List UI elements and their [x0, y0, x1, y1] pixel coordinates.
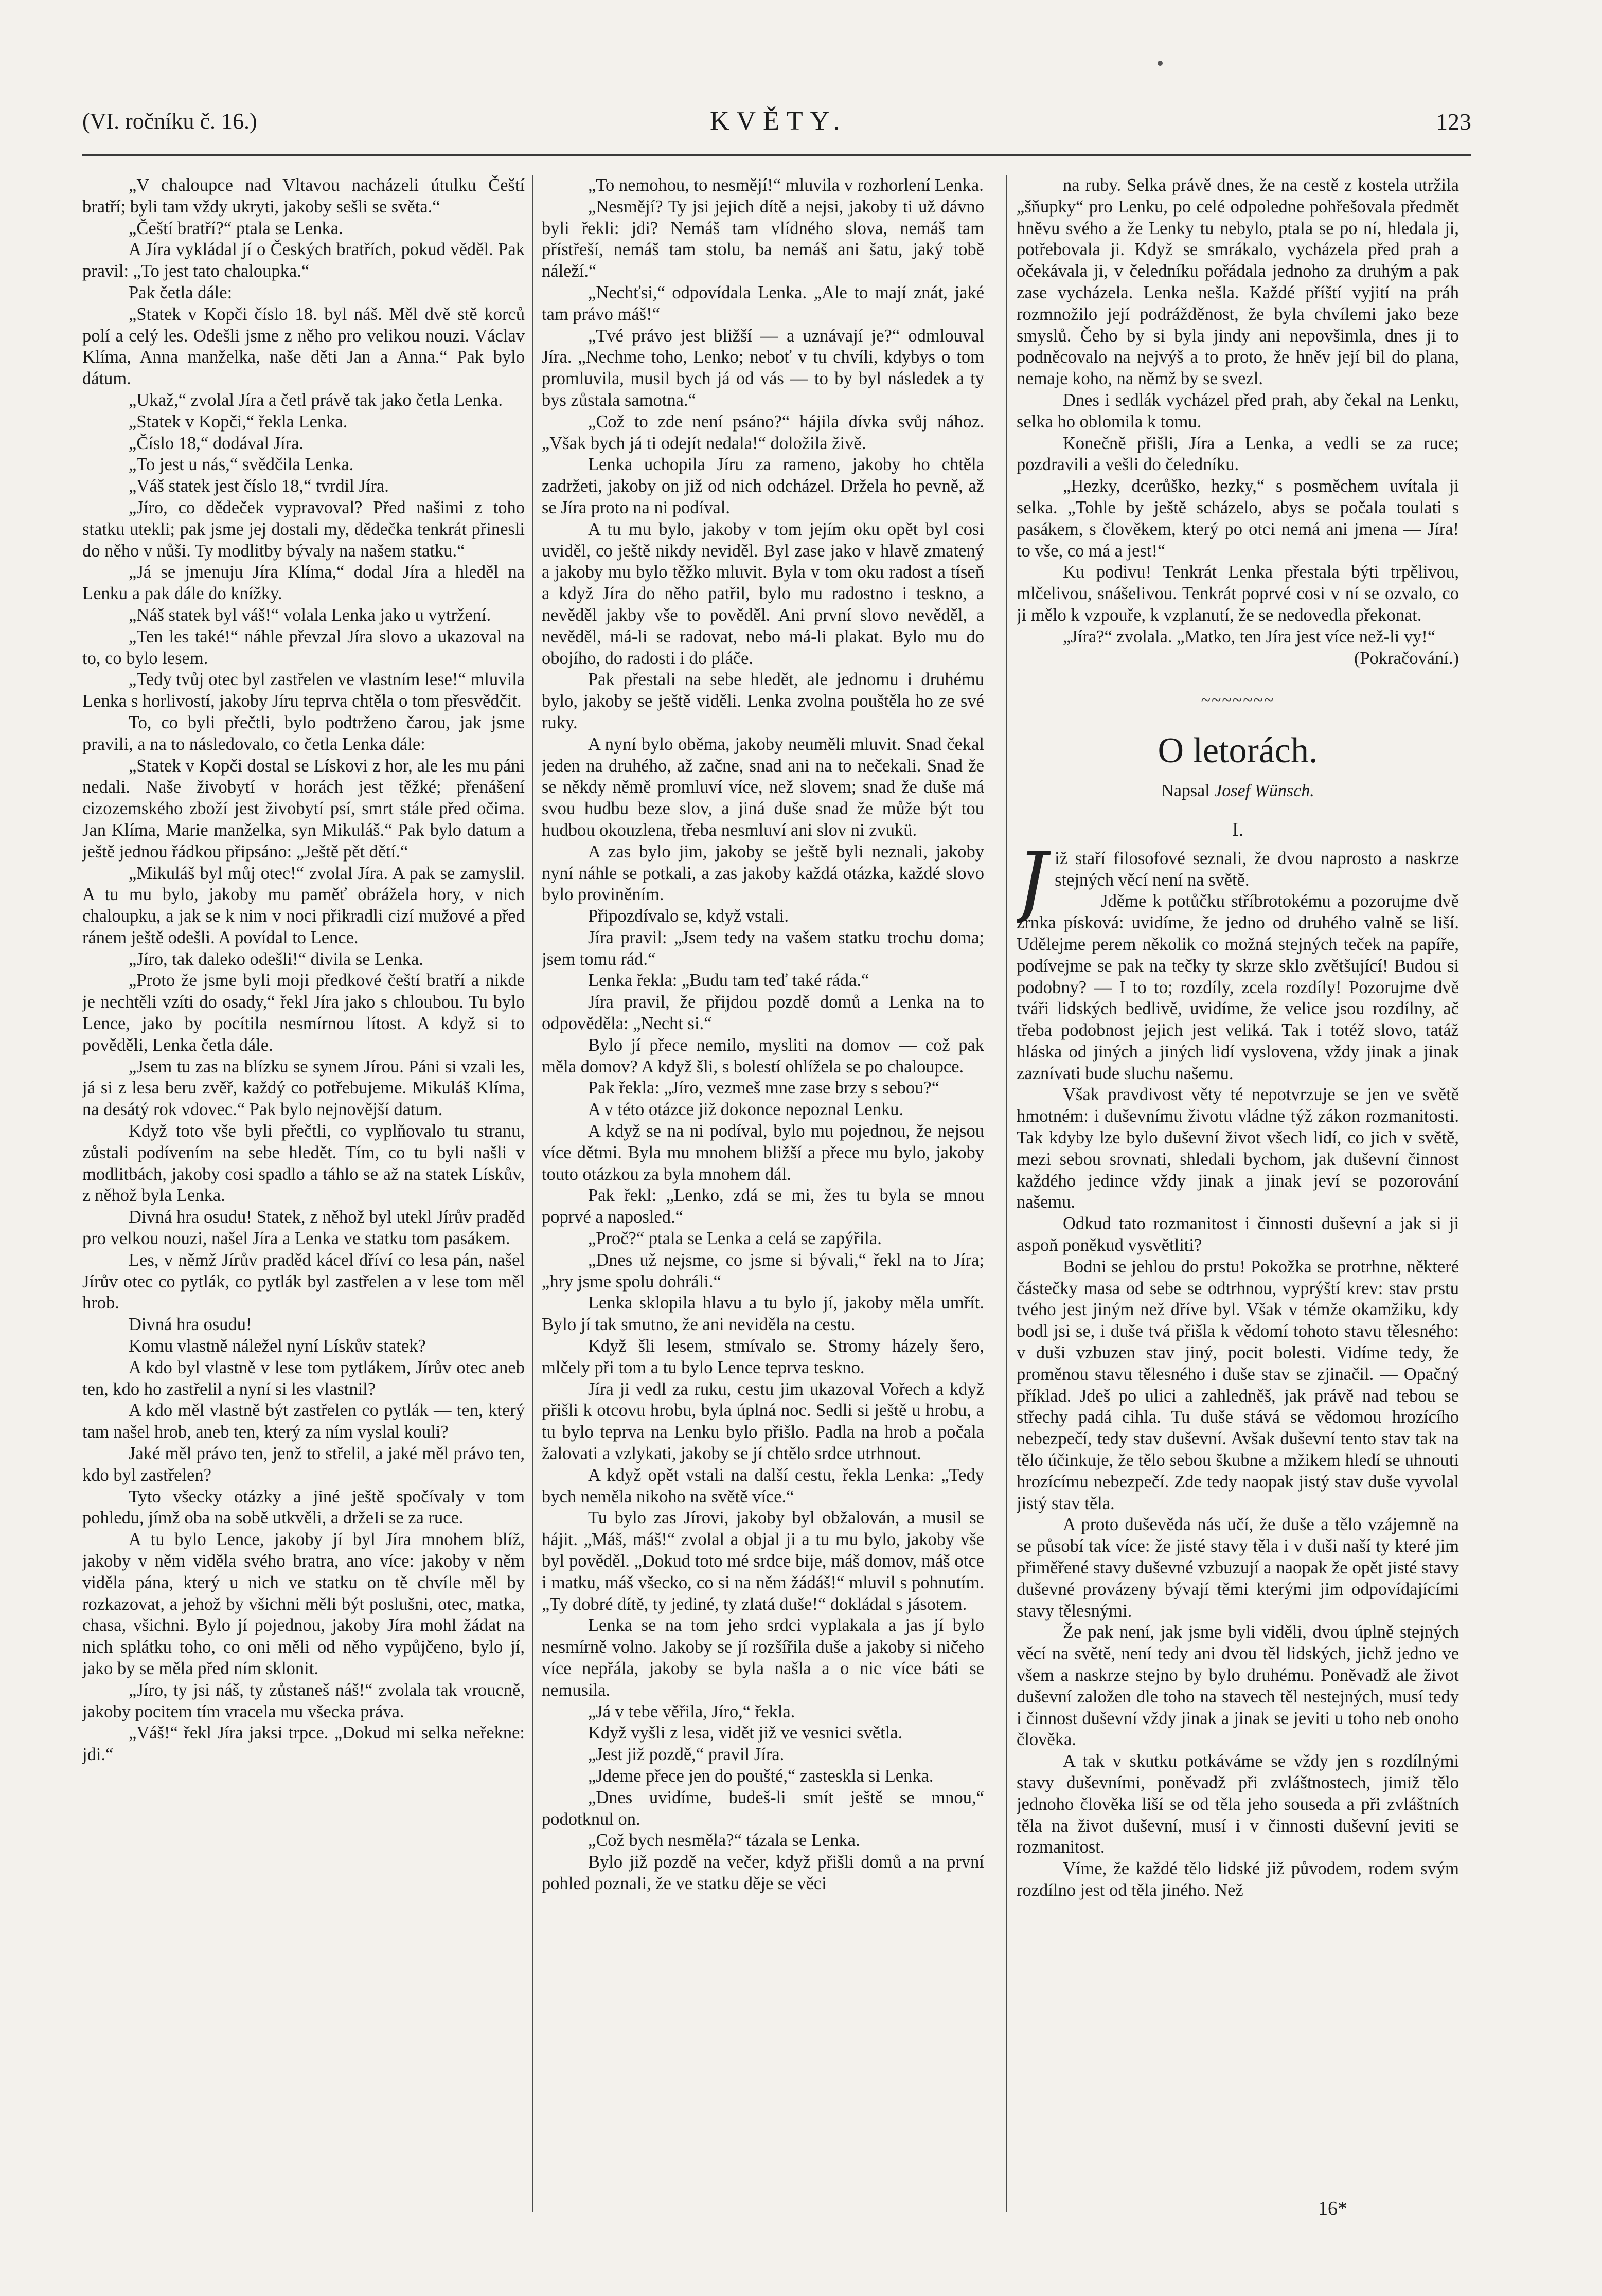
paragraph: „Nechťsi,“ odpovídala Lenka. „Ale to mají znát, jaké tam právo máš!“: [542, 282, 984, 324]
paragraph: „Dnes už nejsme, co jsme si bývali,“ řekl na to Jíra; „hry jsme spolu dohráli.“: [542, 1250, 984, 1292]
paragraph: „Číslo 18,“ dodával Jíra.: [129, 433, 304, 453]
paragraph: „Já v tebe věřila, Jíro,“ řekla.: [588, 1701, 795, 1721]
paragraph: „Jdeme přece jen do poušté,“ zasteskla si Lenka.: [588, 1766, 934, 1786]
column-2: [542, 175, 984, 2222]
paragraph: Lenka uchopila Jíru za rameno, jakoby ho chtěla zadržeti, jakoby on již od nich odcházel. Držela ho pevně, až se Jíra proto na ni podíval.: [542, 455, 984, 517]
paragraph: Konečně přišli, Jíra a Lenka, a vedli se za ruce; pozdravili a vešli do čeledníku.: [1017, 433, 1459, 475]
paragraph: A zas bylo jim, jakoby se ještě byli neznali, jakoby nyní náhle se potkali, a zas jakoby každá otázka, každé slovo bylo proviněním.: [542, 841, 984, 905]
paragraph: Divná hra osudu! Statek, z něhož byl utekl Jírův praděd pro velkou nouzi, našel Jíra a Lenka ve statku tom pasákem.: [82, 1207, 525, 1249]
drop-cap: J: [1017, 836, 1048, 926]
paragraph: Les, v němž Jírův praděd kácel dříví co lesa pán, našel Jírův otec co pytlák, co pytlák byl zastřelen a v lese tom měl hrob.: [82, 1250, 525, 1313]
paragraph: A když opět vstali na další cestu, řekla Lenka: „Tedy bych neměla nikoho na světě více.“: [542, 1465, 984, 1506]
header-rule: [82, 154, 1471, 156]
print-speck: [1158, 61, 1163, 66]
article-paragraph: [1017, 836, 1459, 926]
paragraph: A tu mu bylo, jakoby v tom jejím oku opět byl cosi uviděl, co ještě nikdy neviděl. Byl zase jako v hlavě zmatený a jakoby mu bylo těžko mluvit. Byla v tom oku radost a tíseň a když Jíra do něho patřil, bylo mu radostno i teskno, a nevěděl jakby vše to pověděl. Ani první slovo nevěděl, a nevěděl, má-li se radovat, nebo má-li plakat. Bylo mu do obojího, do radosti i do pláče.: [542, 519, 984, 668]
paragraph: „Jíro, tak daleko odešli!“ divila se Lenka.: [129, 949, 423, 969]
paragraph: „Statek v Kopči,“ řekla Lenka.: [129, 411, 348, 432]
paragraph: Jíra pravil, že přijdou pozdě domů a Lenka na to odpověděla: „Necht si.“: [542, 992, 984, 1034]
paragraph: „Statek v Kopči číslo 18. byl náš. Měl dvě stě korců polí a celý les. Odešli jsme z něho pro velikou nouzi. Václav Klíma, Anna manželka, naše děti Jan a Anna.“ Pak bylo dátum.: [82, 304, 525, 389]
paragraph: „Ukaž,“ zvolal Jíra a četl právě tak jako četla Lenka.: [129, 390, 503, 410]
paragraph: A kdo měl vlastně být zastřelen co pytlák — ten, který tam našel hrob, aneb ten, který za ním vyslal kouli?: [82, 1401, 525, 1442]
paragraph: Jaké měl právo ten, jenž to střelil, a jaké měl právo ten, kdo byl zastřelen?: [82, 1444, 525, 1485]
author-name: Josef Wünsch.: [1214, 781, 1314, 801]
article-paragraph: Však pravdivost věty té nepotvrzuje se jen ve světě hmotném: i duševnímu životu vládne týž zákon rozmanitosti. Tak kdyby lze bylo duševní život všech lidí, co jich v světě, mezi sebou srovnati, shledali bychom, jak duševní činnost každého jedince vždy jinak a jinak jeví se pozorování našemu.: [1017, 1085, 1459, 1212]
article-paragraph: Jděme k potůčku stříbrotokému a pozorujme dvě zrnka písková: uvidíme, že jedno od druhého valně se liší. Udělejme perem několik co možná stejných teček na papíře, podívejme se pak na tečky ty skrze sklo zvětšující! Budou si podobny? — I to to; rozdíly, zcela rozdíly! Pozorujme dvě tváři lidských bedlivě, uvidíme, že velice jsou rozdílny, ač třeba podobnost jejich jest veliká. Tak i totéž slovo, tatáž hláska od jiných a jiných lidí vyslovena, vždy jinak a jinak zaznívati bude sluchu našemu.: [1017, 891, 1459, 1083]
paragraph: Komu vlastně náležel nyní Lískův statek?: [129, 1336, 426, 1356]
paragraph: „Jíra?“ zvolala. „Matko, ten Jíra jest více než-li vy!“: [1063, 626, 1436, 647]
issue-label: (VI. ročníku č. 16.): [82, 109, 257, 134]
paragraph: A nyní bylo oběma, jakoby neuměli mluvit. Snad čekal jeden na druhého, až začne, snad ani na to nečekali. Snad že se někdy němě promluví více, než slovem; snad že duše má svou hudbu beze slov, a jiná duše snad že může být tou hudbou okouzlena, třeba nesmluví ani slov ni zvukü.: [542, 734, 984, 840]
paragraph: „Tedy tvůj otec byl zastřelen ve vlastním lese!“ mluvila Lenka s horlivostí, jakoby Jíru teprva chtěla o tom přesvědčit.: [82, 670, 525, 711]
paragraph: Lenka řekla: „Budu tam teď také ráda.“: [588, 971, 869, 991]
column-divider-2: [1006, 175, 1007, 2212]
section-number: I.: [1232, 818, 1244, 840]
paragraph: Pak přestali na sebe hledět, ale jednomu i druhému bylo, jakoby se ještě viděli. Lenka zvolna pouštěla ho ze své ruky.: [542, 670, 984, 732]
paragraph: A tu bylo Lence, jakoby jí byl Jíra mnohem blíž, jakoby v něm viděla svého bratra, ano více: jakoby v něm viděla pána, který u nich ve statku on tě chvíle měl by rozkazovat, a jehož by všichni měli být poslušni, otec, matka, chasa, všichni. Bylo jí pojednou, jakoby Jíra mohl žádat na nich splátku toho, co oni měli od něho vypůjčeno, bylo jí, jako by se měla před ním sklonit.: [82, 1530, 525, 1678]
paragraph: A když se na ni podíval, bylo mu pojednou, že nejsou více dětmi. Byla mu mnohem bližší a přece mu bylo, jakoby touto otázkou za byla mnohem dál.: [542, 1121, 984, 1184]
paragraph: „Jsem tu zas na blízku se synem Jírou. Páni si vzali les, já si z lesa beru zvěř, každý co potřebujeme. Mikuláš Klíma, na desátý rok vdovec.“ Pak bylo nejnovější datum.: [82, 1056, 525, 1120]
paragraph: „Což bych nesměla?“ tázala se Lenka.: [588, 1831, 860, 1851]
paragraph: „Jíro, ty jsi náš, ty zůstaneš náš!“ zvolala tak vroucně, jakoby pocitem tím vracela mu všecka práva.: [82, 1680, 525, 1721]
paragraph: Ku podivu! Tenkrát Lenka přestala býti trpělivou, mlčelivou, snášelivou. Tenkrát poprvé cosi v ní se ozvalo, co ji mělo k vzpouře, k vzplanutí, že se nedovedla překonat.: [1017, 562, 1459, 625]
paragraph: „Nesmějí? Ty jsi jejich dítě a nejsi, jakoby ti už dávno byli řekli: jdi? Nemáš tam vlídného slova, nemáš tam přístřeší, nemáš tam stolu, ba nemáš ani šatu, jaký tobě náleží.“: [542, 196, 984, 281]
paragraph: „Mikuláš byl můj otec!“ zvolal Jíra. A pak se zamyslil. A tu mu bylo, jakoby mu paměť obrážela hory, v nich chaloupku, a jak se k nim v noci přikradli cizí mužové a před ránem ještě odešli. A povídal to Lence.: [82, 863, 525, 947]
article-paragraph: A proto duševěda nás učí, že duše a tělo vzájemně na se působí tak více: že jisté stavy těla i v duši naší ty které jim přiměřené stavy duševné vzbuzují a naopak že opět jisté stavy duševné provázeny bývají těmi kterými jim odpovídajícími stavy tělesnými.: [1017, 1515, 1459, 1621]
paragraph: Pak řekla: „Jíro, vezmeš mne zase brzy s sebou?“: [588, 1078, 940, 1098]
paragraph: „Dnes uvidíme, budeš-li smít ještě se mnou,“ podotknul on.: [542, 1787, 984, 1829]
article-title: O letorách.: [1158, 731, 1318, 771]
paragraph: „Hezky, dcerůško, hezky,“ s posměchem uvítala ji selka. „Tohle by ještě scházelo, abys se počala toulati s pasákem, s člověkem, který po otci nemá ani jmena — Jíra! to vše, co má a jest!“: [1017, 476, 1459, 561]
paragraph: „Já se jmenuju Jíra Klíma,“ dodal Jíra a hleděl na Lenku a pak dále do knížky.: [82, 562, 525, 604]
paragraph: „Jest již pozdě,“ pravil Jíra.: [588, 1745, 785, 1765]
paragraph: „To jest u nás,“ svědčila Lenka.: [129, 455, 354, 475]
paragraph: To, co byli přečtli, bylo podtrženo čarou, jak jsme pravili, a na to následovalo, co četla Lenka dále:: [82, 712, 525, 754]
paragraph: „Tvé právo jest bližší — a uznávají je?“ odmlouval Jíra. „Nechme toho, Lenko; neboť v tu chvíli, kdybys o tom promluvila, musil bych já od vás — to by byl následek a ty bys zůstala samotna.“: [542, 326, 984, 410]
continued-note: (Pokračování.): [1354, 648, 1459, 668]
paragraph: Lenka se na tom jeho srdci vyplakala a jas jí bylo nesmírně volno. Jakoby se jí rozšířila duše a jakoby si ničeho více nepřála, jakoby se byla našla a o nic více báti se nemusila.: [542, 1616, 984, 1700]
paragraph: na ruby. Selka právě dnes, že na cestě z kostela utržila „šňupky“ pro Lenku, po celé odpoledne pohřešovala předmět hněvu svého a že Lenky tu nebylo, ptala se po ní, hledala ji, potřebovala ji. Když se smrákalo, vycházela před prah a očekávala ji, v čeledníku pořádala jednoho za druhým a pak zase vycházela. Lenka nešla. Každé příští vyjití na práh rozmnožilo její podrážděnost, že byla chvílemi jako beze smyslů. Čeho by si byla jindy ani nepovšimla, dnes ji to podněcovalo na nejvýš a to proto, že hněv její bil do plana, nemaje koho, na němž by se svezl.: [1017, 175, 1459, 389]
article-paragraph: A tak v skutku potkáváme se vždy jen s rozdílnými stavy duševními, poněvadž při zvláštnostech, jimiž tělo jednoho člověka liší se od těla jeho souseda a při zvláštních těla na život duševní, musí i v činnosti duševní jeviti se rozmanitost.: [1017, 1751, 1459, 1857]
column-3: [1017, 175, 1459, 2222]
paragraph: „Což to zde není psáno?“ hájila dívka svůj nához. „Však bych já ti odejít nedala!“ doložila živě.: [542, 411, 984, 453]
paragraph: „Váš!“ řekl Jíra jaksi trpce. „Dokud mi selka neřekne: jdi.“: [82, 1723, 525, 1765]
journal-title: KVĚTY.: [710, 106, 847, 136]
column-1: [82, 175, 525, 2222]
article-byline: [1017, 780, 1459, 802]
article-paragraph: Že pak není, jak jsme byli viděli, dvou úplně stejných věcí na světě, není tedy ani dvou těl lidských, jichž jedno ve všem a naskrze stejno by bylo druhému. Poněvadž ale život duševní založen dle toho na stavech těl nestejných, musí tedy i činnost duševní vždy jinak a jinak se jeviti u toho neb onoho člověka.: [1017, 1622, 1459, 1750]
paragraph: A kdo byl vlastně v lese tom pytlákem, Jírův otec aneb ten, kdo ho zastřelil a nyní si les vlastnil?: [82, 1357, 525, 1399]
paragraph: A v této otázce již dokonce nepoznal Lenku.: [588, 1100, 904, 1120]
paragraph: Pak řekl: „Lenko, zdá se mi, žes tu byla se mnou poprvé a naposled.“: [542, 1186, 984, 1227]
paragraph: „Váš statek jest číslo 18,“ tvrdil Jíra.: [129, 476, 389, 496]
paragraph: „Statek v Kopči dostal se Lískovi z hor, ale les mu páni nedali. Naše živobytí v horách jest těžké; přenášení cizozemského zboží jest živobytí psí, smrt stále před očima. Jan Klíma, Marie manželka, syn Mikuláš.“ Pak bylo datum a ještě jednou řádkou připsáno: „Ještě pět dětí.“: [82, 756, 525, 862]
paragraph: „V chaloupce nad Vltavou nacházeli útulku Čeští bratří; byli tam vždy ukryti, jakoby sešli se světa.“: [82, 175, 525, 217]
paragraph: Tyto všecky otázky a jiné ještě spočívaly v tom pohledu, jímž oba na sobě utkvěli, a držeIi se za ruce.: [82, 1486, 525, 1528]
page-header: [82, 103, 1471, 144]
paragraph: Lenka sklopila hlavu a tu bylo jí, jakoby měla umřít. Bylo jí tak smutno, že ani neviděla na cestu.: [542, 1293, 984, 1335]
paragraph: Bylo jí přece nemilo, mysliti na domov — což pak měla domov? A když šli, s bolestí ohlížela se po chaloupce.: [542, 1035, 984, 1077]
paragraph: Divná hra osudu!: [129, 1315, 252, 1335]
article-paragraph: Odkud tato rozmanitost i činnosti duševní a jak si ji aspoň poněkud vysvětliti?: [1017, 1214, 1459, 1255]
paragraph: Bylo již pozdě na večer, když přišli domů a na první pohled poznali, že ve statku děje se věci: [542, 1852, 984, 1893]
paragraph: Připozdívalo se, když vstali.: [588, 906, 789, 926]
paragraph: Jíra ji vedl za ruku, cestu jim ukazoval Vořech a když přišli k otcovu hrobu, byla úplná noc. Sedli si ještě u hrobu, a tu bylo teprva na Lenku bylo přišlo. Padla na hrob a počala žalovati a vzlykati, jakoby se jí chtělo srdce utrhnout.: [542, 1379, 984, 1464]
paragraph: „Proto že jsme byli moji předkové čeští bratří a nikde je nechtěli vzíti do osady,“ řekl Jíra jako s chloubou. Tu bylo Lence, jako by pocítila nesmírnou lítost. A když si to pověděli, Lenka četla dále.: [82, 971, 525, 1055]
paragraph: Dnes i sedlák vycházel před prah, aby čekal na Lenku, selka ho oblomila k tomu.: [1017, 390, 1459, 432]
printer-signature: 16*: [1318, 2198, 1347, 2219]
paragraph: A Jíra vykládal jí o Českých bratřích, pokud věděl. Pak pravil: „To jest tato chaloupka.“: [82, 240, 525, 281]
paragraph: Tu bylo zas Jírovi, jakoby byl obžalován, a musil se hájit. „Máš, máš!“ zvolal a objal ji a tu mu bylo, jakoby vše byl pověděl. „Dokud toto mé srdce bije, máš domov, máš otce i matku, máš všecko, co si na něm žádáš!“ mluvil s pohnutím. „Ty dobré dítě, ty jediné, ty zlatá duše!“ dokládal s jásotem.: [542, 1508, 984, 1614]
paragraph: Když šli lesem, stmívalo se. Stromy házely šero, mlčely při tom a tu bylo Lence teprva teskno.: [542, 1336, 984, 1377]
paragraph: „Náš statek byl váš!“ volala Lenka jako u vytržení.: [129, 605, 491, 625]
paragraph: „Jíro, co dědeček vypravoval? Před našimi z toho statku utekli; pak jsme jej dostali my, dědečka tenkrát přinesli do něho v nůši. Ty modlitby bývaly na našem statku.“: [82, 497, 525, 561]
section-ornament: ~~~~~~~: [1201, 691, 1275, 710]
paragraph: „Ten les také!“ náhle převzal Jíra slovo a ukazoval na to, co bylo lesem.: [82, 626, 525, 668]
paragraph: Když vyšli z lesa, vidět již ve vesnici světla.: [588, 1723, 903, 1743]
paragraph: Jíra pravil: „Jsem tedy na vašem statku trochu doma; jsem tomu rád.“: [542, 927, 984, 969]
paragraph: „Čeští bratří?“ ptala se Lenka.: [129, 218, 343, 238]
paragraph-text: iž staří filosofové seznali, že dvou naprosto a naskrze stejných věcí není na světě.: [1055, 848, 1459, 890]
paragraph: Když toto vše byli přečtli, co vyplňovalo tu stranu, zůstali podívením na sebe hledět. Tím, co tu byli našli v modlitbách, jakoby cosi spadlo a táhlo se až na statek Lískův, z něhož byla Lenka.: [82, 1121, 525, 1206]
article-paragraph: Víme, že každé tělo lidské již původem, rodem svým rozdílno jest od těla jiného. Než: [1017, 1859, 1459, 1900]
article-paragraph: Bodni se jehlou do prstu! Pokožka se protrhne, některé částečky masa od sebe se odtrhnou, vyprýští krev: stav prstu tvého jest jiným než dříve byl. Však v témže okamžiku, kdy bodl jsi se, i duše tvá přišla k vědomí tohoto stavu tělesného: v duši vzbuzen stav jiný, pocit bolesti. Vidíme tedy, že proměnou stavu tělesného i duše stav se zjinačil. — Opačný příklad. Jdeš po ulici a zahledněš, jak právě nad tebou se střechy padá cihla. Tu duše stává se vědomou hrozícího nebezpečí, tedy stav duševní. Avšak duševní tento stav tak na tělo účinkuje, že tělo sebou škubne a mžikem hledí se uhnouti hrozícímu nebezpečí. Zde tedy naopak jistý stav duše vyvolal jistý stav těla.: [1017, 1257, 1459, 1513]
byline-prefix: Napsal: [1161, 781, 1210, 801]
page-number: 123: [1436, 109, 1471, 135]
paragraph: Pak četla dále:: [129, 282, 233, 302]
column-divider-1: [532, 175, 533, 2212]
paragraph: „Proč?“ ptala se Lenka a celá se zapýřila.: [588, 1229, 882, 1249]
paragraph: „To nemohou, to nesmějí!“ mluvila v rozhorlení Lenka.: [588, 175, 984, 195]
